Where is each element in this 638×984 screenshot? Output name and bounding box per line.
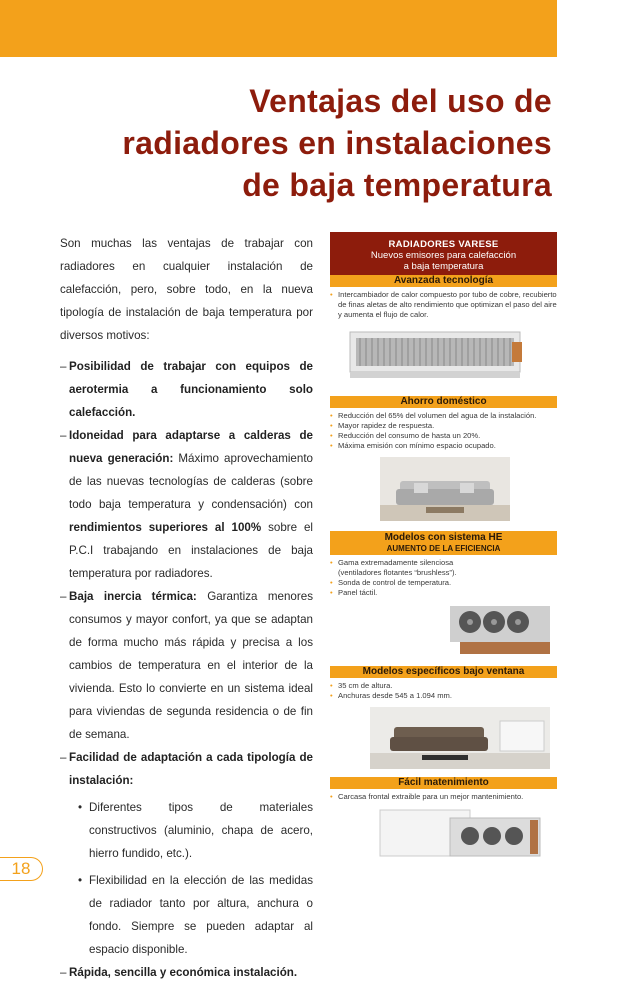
sub-bullet-text: Diferentes tipos de materiales constructivos (aluminio, chapa de acero, hierro fundido, etc.). bbox=[89, 801, 313, 860]
panel-header-title: RADIADORES VARESE bbox=[388, 239, 499, 250]
section-bullets bbox=[330, 558, 480, 598]
intro-paragraph: Son muchas las ventajas de trabajar con radiadores en cualquier instalación de calefacción, pero, sobre todo, en la nueva tipología de instalación de baja temperatura por diversos motivos: bbox=[60, 237, 313, 342]
section-title-he-models bbox=[330, 531, 557, 555]
section-bullets bbox=[330, 290, 557, 320]
panel-header-subtitle: Nuevos emisores para calefacción bbox=[370, 250, 517, 261]
advantage-heading: Posibilidad de trabajar con equipos de aerotermia a funcionamiento solo calefacción. bbox=[69, 360, 313, 419]
dash-marker: – bbox=[60, 751, 67, 764]
bullet-item: • Sonda de control de temperatura. bbox=[330, 578, 480, 588]
advantage-heading: Rápida, sencilla y económica instalación. bbox=[69, 966, 298, 979]
title-line-2: radiadores en instalaciones bbox=[122, 125, 552, 161]
sofa-room-image bbox=[330, 707, 557, 769]
bullet-item: • Panel táctil. bbox=[330, 588, 480, 598]
advantage-text: sobre el P.C.I trabajando en instalaciones de baja temperatura por radiadores. bbox=[69, 521, 314, 580]
advantage-emphasis: rendimientos superiores al 100% bbox=[69, 521, 262, 534]
top-color-bar bbox=[0, 0, 557, 57]
advantage-heading: Idoneidad para adaptarse a calderas de nueva generación: bbox=[69, 429, 313, 465]
title-line-1: Ventajas del uso de bbox=[249, 83, 552, 119]
bullet-item: • Gama extremadamente silenciosa (ventiladores flotantes “brushless”). bbox=[330, 558, 480, 578]
advantage-text: Máximo aprovechamiento de las nuevas tecnologías de calderas (sobre todo baja temperatura y condensación) con bbox=[69, 452, 313, 511]
section-title-advanced-technology: Avanzada tecnología bbox=[330, 275, 557, 287]
bullet-item: • Intercambiador de calor compuesto por tubo de cobre, recubierto de finas aletas de alto rendimiento que optimizan el paso del aire y aumenta el flujo de calor. bbox=[330, 290, 557, 320]
advantage-text: Garantiza menores consumos y mayor confort, ya que se adaptan de forma mucho más rápida y precisa a los cambios de temperatura en el interior de la vivienda. Esto lo convierte en un sistema ideal para viviendas de segunda residencia o de fin de semana. bbox=[69, 590, 313, 741]
sub-bullet-text: Flexibilidad en la elección de las medidas de radiador tanto por altura, anchura o fondo. Siempre se pueden adaptar al espacio disponible. bbox=[89, 874, 313, 956]
main-text-column bbox=[60, 232, 313, 984]
advantage-item bbox=[60, 424, 313, 585]
dash-marker: – bbox=[60, 429, 67, 442]
bullet-dot: • bbox=[78, 801, 83, 814]
bullet-dot: • bbox=[78, 874, 83, 887]
advantage-heading: Baja inercia térmica: bbox=[69, 590, 197, 603]
panel-header bbox=[330, 232, 557, 275]
page-title bbox=[32, 80, 552, 206]
sub-bullet bbox=[69, 869, 313, 961]
advantage-heading: Facilidad de adaptación a cada tipología de instalación: bbox=[69, 751, 313, 787]
section-title-home-savings: Ahorro doméstico bbox=[330, 396, 557, 408]
radiator-coil-image bbox=[330, 326, 557, 386]
section-title-easy-maintenance: Fácil matenimiento bbox=[330, 777, 557, 789]
bullet-item: • Máxima emisión con mínimo espacio ocupado. bbox=[330, 441, 557, 451]
fan-unit-image bbox=[330, 602, 557, 658]
section-bullets bbox=[330, 681, 557, 701]
title-line-3: de baja temperatura bbox=[242, 167, 552, 203]
section-title-under-window-models: Modelos específicos bajo ventana bbox=[330, 666, 557, 678]
dash-marker: – bbox=[60, 590, 67, 603]
section-title-text: Modelos con sistema HE bbox=[384, 532, 503, 543]
open-casing-image bbox=[330, 806, 557, 862]
advantage-item bbox=[60, 961, 313, 984]
bullet-item: • 35 cm de altura. bbox=[330, 681, 557, 691]
advantage-item bbox=[60, 585, 313, 746]
page-number: 18 bbox=[0, 857, 43, 881]
bullet-item: • Carcasa frontal extraible para un mejor mantenimiento. bbox=[330, 792, 557, 802]
bullet-item: • Reducción del 65% del volumen del agua de la instalación. bbox=[330, 411, 557, 421]
section-subtitle-text: AUMENTO DE LA EFICIENCIA bbox=[386, 544, 501, 553]
sub-bullet bbox=[69, 796, 313, 865]
advantage-item bbox=[60, 746, 313, 961]
product-panel bbox=[330, 232, 557, 862]
dash-marker: – bbox=[60, 966, 67, 979]
bullet-item: • Reducción del consumo de hasta un 20%. bbox=[330, 431, 557, 441]
bullet-item: • Anchuras desde 545 a 1.094 mm. bbox=[330, 691, 557, 701]
advantage-item bbox=[60, 355, 313, 424]
panel-header-subtitle: a baja temperatura bbox=[403, 261, 484, 272]
bullet-item: • Mayor rapidez de respuesta. bbox=[330, 421, 557, 431]
section-bullets bbox=[330, 792, 557, 802]
living-room-image bbox=[330, 457, 557, 521]
dash-marker: – bbox=[60, 360, 67, 373]
section-bullets bbox=[330, 411, 557, 451]
